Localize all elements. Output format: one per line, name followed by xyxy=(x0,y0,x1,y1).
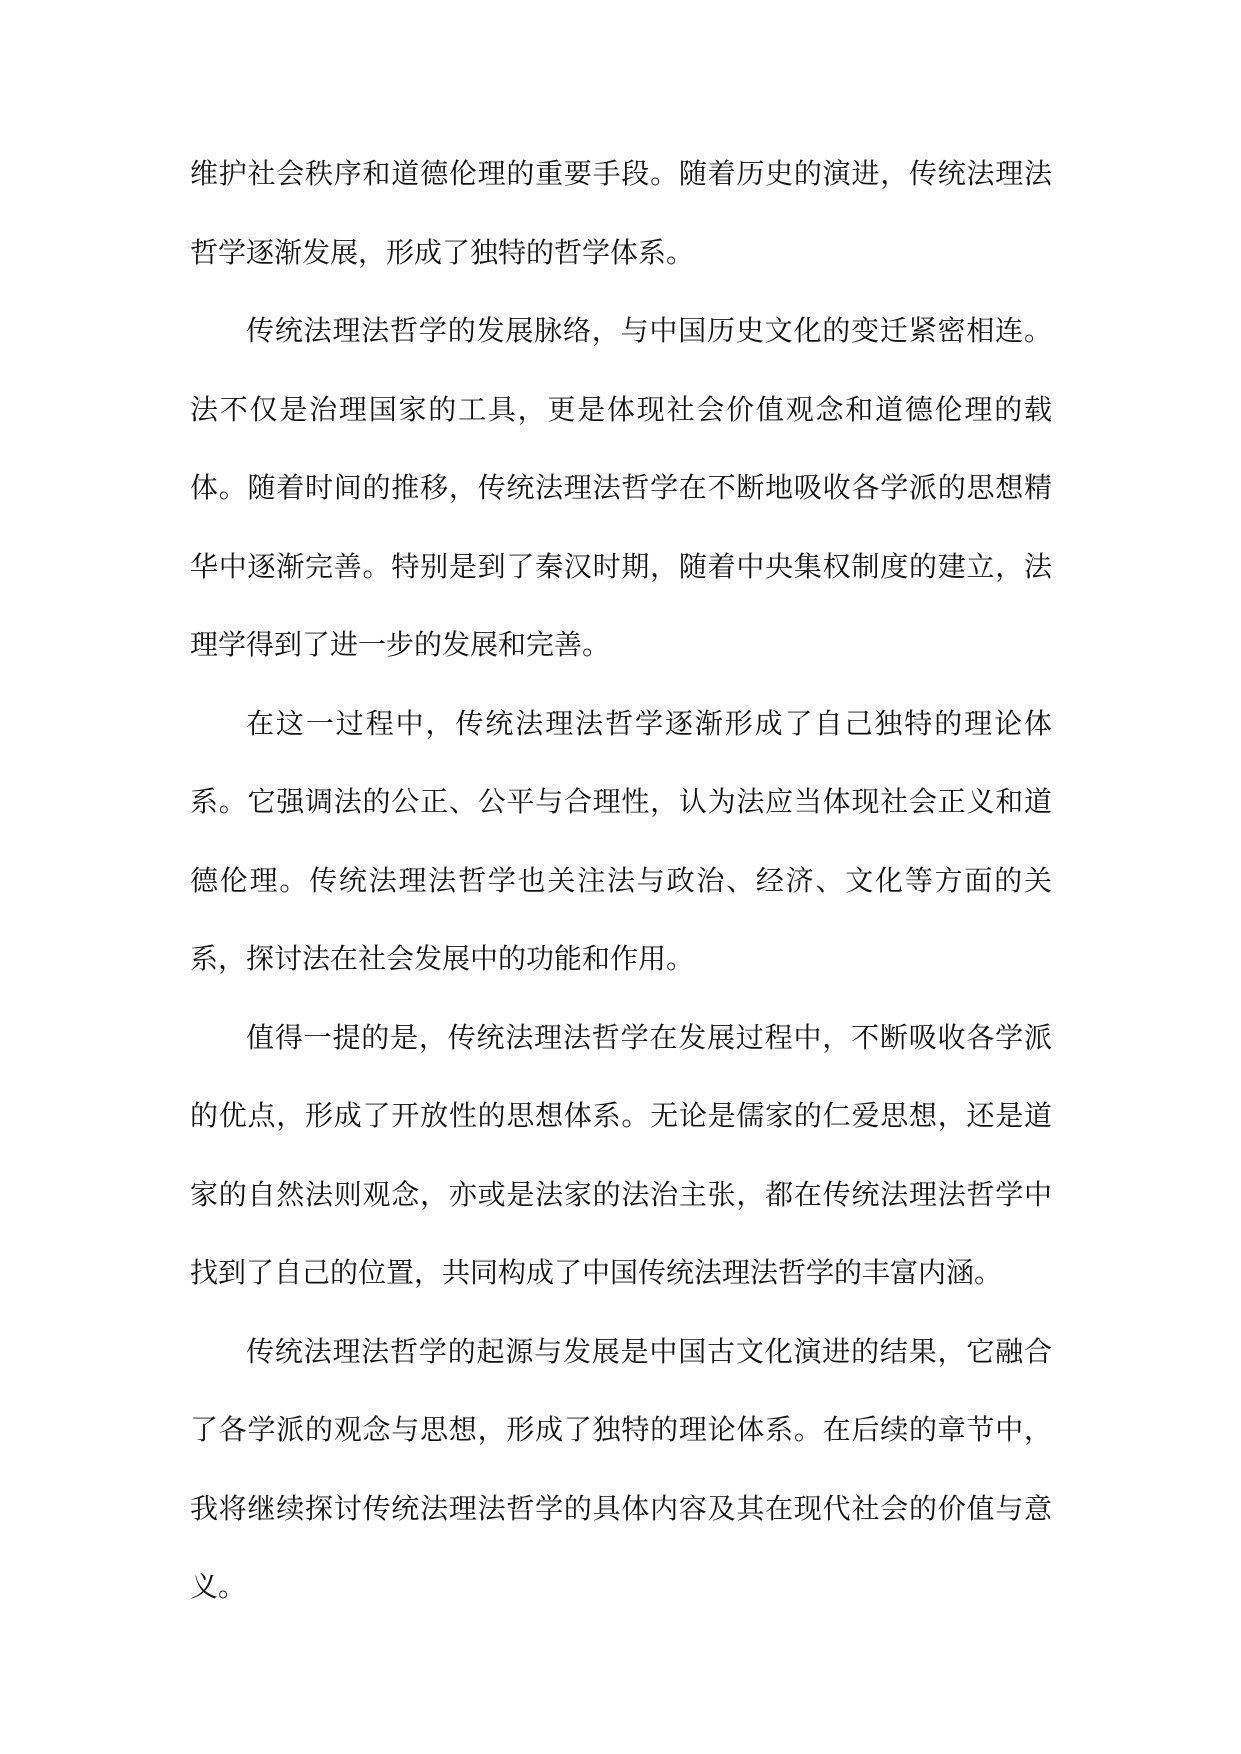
paragraph-continuation: 维护社会秩序和道德伦理的重要手段。随着历史的演进，传统法理法哲学逐渐发展，形成了独特的哲学体系。 xyxy=(190,157,1052,269)
paragraph: 在这一过程中，传统法理法哲学逐渐形成了自己独特的理论体系。它强调法的公正、公平与合理性，认为法应当体现社会正义和道德伦理。传统法理法哲学也关注法与政治、经济、文化等方面的关系，探讨法在社会发展中的功能和作用。 xyxy=(190,706,1052,975)
paragraph: 值得一提的是，传统法理法哲学在发展过程中，不断吸收各学派的优点，形成了开放性的思想体系。无论是儒家的仁爱思想，还是道家的自然法则观念，亦或是法家的法治主张，都在传统法理法哲学中找到了自己的位置，共同构成了中国传统法理法哲学的丰富内涵。 xyxy=(190,1020,1052,1289)
paragraph: 传统法理法哲学的起源与发展是中国古文化演进的结果，它融合了各学派的观念与思想，形成了独特的理论体系。在后续的章节中，我将继续探讨传统法理法哲学的具体内容及其在现代社会的价值与意义。 xyxy=(190,1334,1052,1603)
body-text xyxy=(190,135,1052,1627)
paragraph: 传统法理法哲学的发展脉络，与中国历史文化的变迁紧密相连。法不仅是治理国家的工具，更是体现社会价值观念和道德伦理的载体。随着时间的推移，传统法理法哲学在不断地吸收各学派的思想精华中逐渐完善。特别是到了秦汉时期，随着中央集权制度的建立，法理学得到了进一步的发展和完善。 xyxy=(190,314,1052,661)
